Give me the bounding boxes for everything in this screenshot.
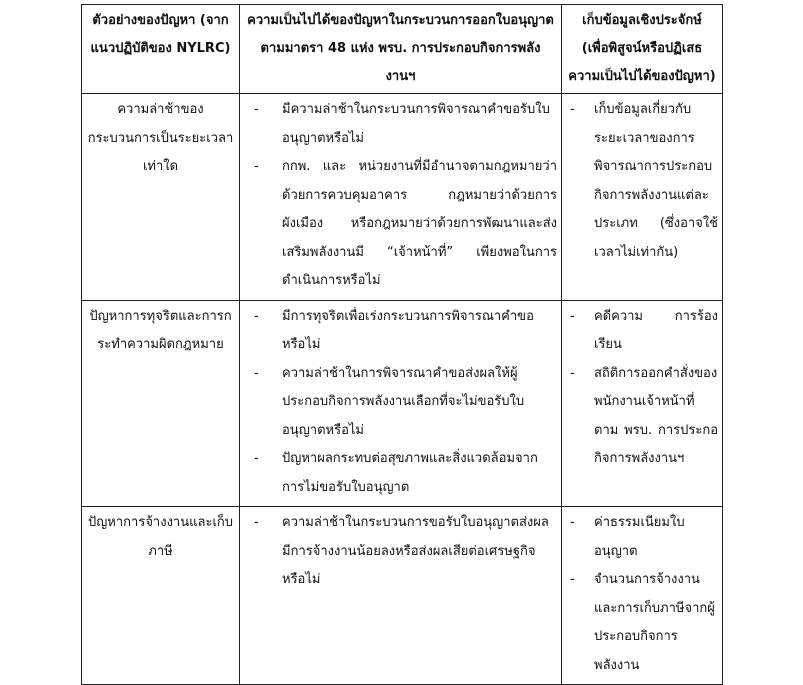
- possibility-list: [244, 303, 557, 503]
- list-item: - มีความล่าช้าในกระบวนการพิจารณาคำขอรับใบอนุญาตหรือไม่: [244, 96, 557, 153]
- list-item: - กกพ. และ หน่วยงานที่มีอำนาจตามกฎหมายว่าด้วยการควบคุมอาคาร กฎหมายว่าด้วยการผังเมือง หรือกฎหมายว่าด้วยการพัฒนาและส่งเสริมพลังงานมี “เจ้าหน้าที่” เพียงพอในการดำเนินการหรือไม่: [244, 153, 557, 296]
- list-item: - สถิติการออกคำสั่งของพนักงานเจ้าหน้าที่ตาม พรบ. การประกอกิจการพลังงานฯ: [566, 360, 718, 474]
- evidence-cell: [562, 94, 723, 301]
- table-row: [82, 300, 723, 507]
- possibility-cell: [240, 300, 562, 507]
- evidence-list: [566, 303, 718, 474]
- header-possibility: ความเป็นไปได้ของปัญหาในกระบวนการออกใบอนุญาตตามมาตรา 48 แห่ง พรบ. การประกอบกิจการพลังงานฯ: [240, 5, 562, 94]
- possibility-list: [244, 96, 557, 296]
- table-header-row: [82, 5, 723, 94]
- list-item: - มีการทุจริตเพื่อเร่งกระบวนการพิจารณาคำขอหรือไม่: [244, 303, 557, 360]
- problem-cell: ความล่าช้าของกระบวนการเป็นระยะเวลาเท่าใด: [82, 94, 240, 301]
- possibility-cell: [240, 94, 562, 301]
- problem-cell: ปัญหาการจ้างงานและเก็บภาษี: [82, 507, 240, 685]
- list-item: - เก็บข้อมูลเกี่ยวกับระยะเวลาของการพิจารณาการประกอบกิจการพลังงานแต่ละประเภท (ซึ่งอาจใช้เวลาไม่เท่ากัน): [566, 96, 718, 267]
- evidence-list: [566, 509, 718, 680]
- list-item: - ค่าธรรมเนียมใบอนุญาต: [566, 509, 718, 566]
- evidence-cell: [562, 507, 723, 685]
- problem-analysis-table: [81, 4, 723, 685]
- header-evidence: เก็บข้อมูลเชิงประจักษ์ (เพื่อพิสูจน์หรือปฏิเสธความเป็นไปได้ของปัญหา): [562, 5, 723, 94]
- table-row: [82, 507, 723, 685]
- list-item: - จำนวนการจ้างงานและการเก็บภาษีจากผู้ประกอบกิจการพลังงาน: [566, 566, 718, 680]
- evidence-list: [566, 96, 718, 267]
- evidence-cell: [562, 300, 723, 507]
- list-item: - ความล่าช้าในการพิจารณาคำขอส่งผลให้ผู้ประกอบกิจการพลังงานเลือกที่จะไม่ขอรับใบอนุญาตหรือไม่: [244, 360, 557, 446]
- possibility-list: [244, 509, 557, 595]
- problem-cell: ปัญหาการทุจริตและการกระทำความผิดกฎหมาย: [82, 300, 240, 507]
- list-item: - ความล่าช้าในกระบวนการขอรับใบอนุญาตส่งผลมีการจ้างงานน้อยลงหรือส่งผลเสียต่อเศรษฐกิจหรือไม่: [244, 509, 557, 595]
- list-item: - คดีความ การร้องเรียน: [566, 303, 718, 360]
- header-problem-example: ตัวอย่างของปัญหา (จากแนวปฏิบัติของ NYLRC): [82, 5, 240, 94]
- table-row: [82, 94, 723, 301]
- possibility-cell: [240, 507, 562, 685]
- list-item: - ปัญหาผลกระทบต่อสุขภาพและสิ่งแวดล้อมจากการไม่ขอรับใบอนุญาต: [244, 445, 557, 502]
